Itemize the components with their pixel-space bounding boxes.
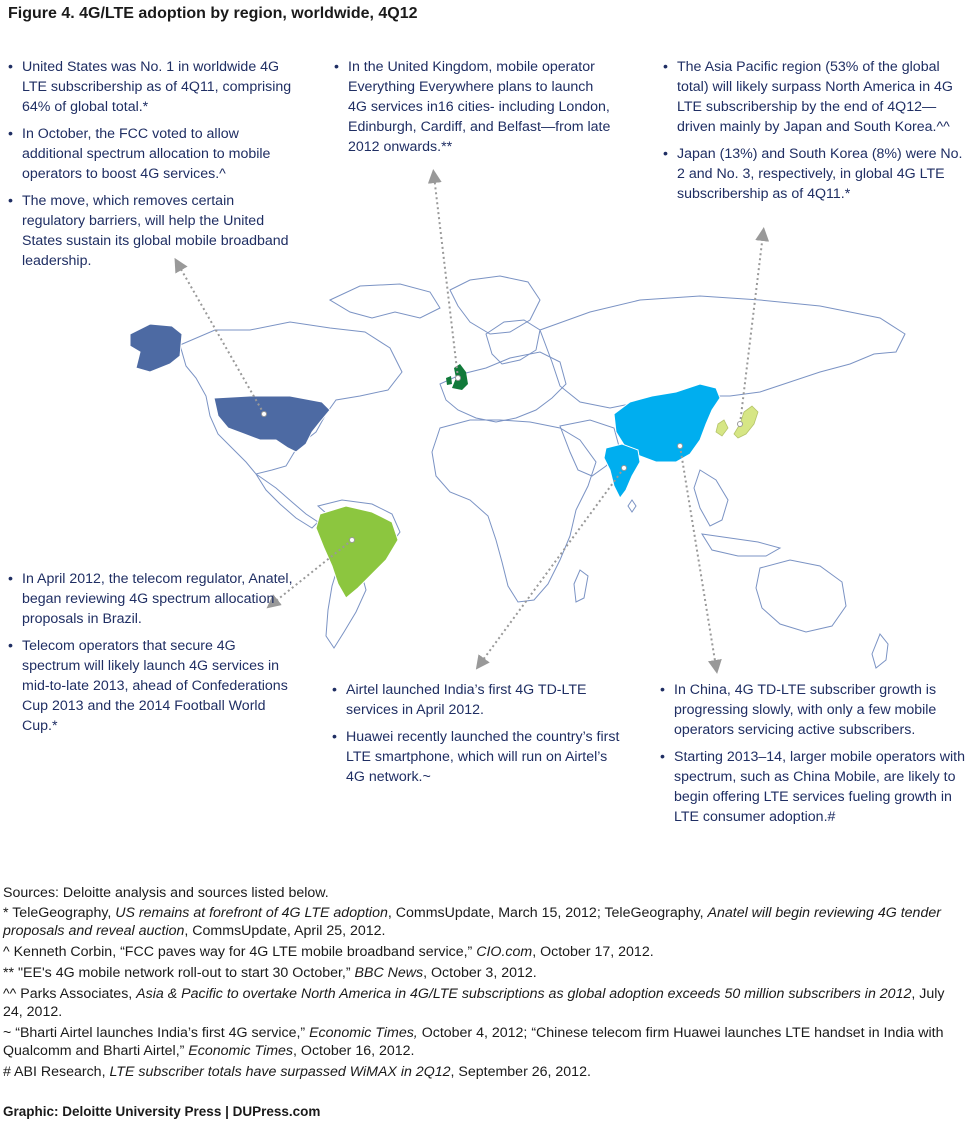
source-note-title: LTE subscriber totals have surpassed WiMAX in 2Q12: [109, 1064, 451, 1080]
pointer-usa: [178, 264, 264, 414]
callout-uk-bullet: • In the United Kingdom, mobile operator Everything Everywhere plans to launch 4G services in16 cities- including London, Edinburgh, Cardiff, and Belfast—from late 2012 onwards.**: [334, 57, 614, 157]
source-note-text: # ABI Research,: [3, 1064, 110, 1080]
source-note-text: , September 26, 2012.: [450, 1064, 591, 1080]
callout-usa: [8, 57, 292, 278]
callout-india-bullet: • Huawei recently launched the country’s first LTE smartphone, which will run on Airtel’s 4G network.~: [332, 727, 622, 787]
origin-asia: [738, 422, 743, 427]
callout-uk: [334, 57, 614, 164]
central-america: [256, 474, 318, 528]
figure-title: Figure 4. 4G/LTE adoption by region, worldwide, 4Q12: [8, 5, 418, 22]
callout-usa-bullet: • The move, which removes certain regulatory barriers, will help the United States sustain its global mobile broadband leadership.: [8, 191, 292, 271]
source-note-text: , October 16, 2012.: [293, 1043, 415, 1059]
source-note-text: October 4, 2012; “Chinese telecom firm Huawei launches LTE handset in India with Qualcomm and Bharti Airtel,”: [3, 1025, 944, 1059]
callout-usa-bullet: • United States was No. 1 in worldwide 4G LTE subscribership as of 4Q11, comprising 64% of global total.*: [8, 57, 292, 117]
callout-china-bullet: • Starting 2013–14, larger mobile operators with spectrum, such as China Mobile, are likely to begin offering LTE services fueling growth in LTE consumer adoption.#: [660, 747, 966, 827]
new-zealand: [872, 634, 888, 668]
source-note-text: , CommsUpdate, March 15, 2012; TeleGeography,: [387, 905, 708, 921]
source-note-text: , July 24, 2012.: [3, 986, 945, 1020]
highlighted-regions: [130, 324, 758, 598]
callout-brazil: [8, 569, 294, 743]
source-note-title: Economic Times: [188, 1043, 294, 1059]
callout-india-bullet: • Airtel launched India’s first 4G TD-LTE services in April 2012.: [332, 680, 622, 720]
sources-heading: Sources: Deloitte analysis and sources listed below.: [3, 885, 329, 901]
sources-block: [3, 884, 968, 1084]
greenland: [450, 276, 540, 334]
source-note: [3, 1063, 968, 1081]
southeast-asia: [694, 470, 728, 526]
russia: [540, 296, 905, 408]
usa-region: [214, 396, 330, 452]
callout-china-bullet: • In China, 4G TD-LTE subscriber growth is progressing slowly, with only a few mobile operators servicing active subscribers.: [660, 680, 966, 740]
source-note-title: Anatel will begin reviewing 4G tender proposals and reveal auction: [3, 905, 941, 939]
callout-asia-bullet: • The Asia Pacific region (53% of the global total) will likely surpass North America in 4G LTE subscribership by the end of 4Q12—driven mainly by Japan and South Korea.^^: [663, 57, 963, 137]
sri-lanka: [628, 500, 636, 512]
africa: [432, 420, 596, 602]
origin-uk: [456, 376, 461, 381]
source-note-title: Asia & Pacific to overtake North America in 4G/LTE subscriptions as global adoption exceeds 50 million subscribers in 2012: [136, 986, 912, 1002]
source-notes: [3, 904, 968, 1081]
callout-brazil-bullet: • In April 2012, the telecom regulator, Anatel, began reviewing 4G spectrum allocation proposals in Brazil.: [8, 569, 294, 629]
source-note-title: Economic Times,: [309, 1025, 418, 1041]
callout-asia-bullet: • Japan (13%) and South Korea (8%) were No. 2 and No. 3, respectively, in global 4G LTE subscribership as of 4Q11.*: [663, 144, 963, 204]
callout-asia: [663, 57, 963, 211]
india-region: [604, 444, 640, 498]
origin-china: [678, 444, 683, 449]
callout-india: [332, 680, 622, 794]
pointer-uk: [434, 176, 458, 378]
origin-usa: [262, 412, 267, 417]
brazil-region: [316, 506, 398, 598]
callout-brazil-bullet: • Telecom operators that secure 4G spectrum will likely launch 4G services in mid-to-late 2013, ahead of Confederations Cup 2013 and the 2014 Football World Cup.*: [8, 636, 294, 736]
source-note-text: * TeleGeography,: [3, 905, 116, 921]
pointer-china: [680, 446, 716, 667]
pointer-india: [480, 468, 624, 664]
pointer-asia: [740, 234, 763, 424]
source-note-title: BBC News: [354, 965, 424, 981]
source-note-text: , October 3, 2012.: [423, 965, 537, 981]
source-note-text: , CommsUpdate, April 25, 2012.: [184, 923, 386, 939]
alaska-region: [130, 324, 182, 372]
graphic-credit: Graphic: Deloitte University Press | DUPress.com: [3, 1104, 321, 1119]
source-note-text: ^^ Parks Associates,: [3, 986, 137, 1002]
source-note: [3, 985, 968, 1021]
source-note-title: US remains at forefront of 4G LTE adoption: [115, 905, 388, 921]
source-note: [3, 943, 968, 961]
source-note-text: ** "EE's 4G mobile network roll-out to start 30 October,”: [3, 965, 355, 981]
callout-china: [660, 680, 966, 834]
canada-arctic: [330, 284, 440, 318]
source-note-text: , October 17, 2012.: [532, 944, 654, 960]
origin-brazil: [350, 538, 355, 543]
source-note-text: ~ “Bharti Airtel launches India’s first 4G service,”: [3, 1025, 310, 1041]
callout-usa-bullet: • In October, the FCC voted to allow additional spectrum allocation to mobile operators to boost 4G services.^: [8, 124, 292, 184]
japan-region: [734, 406, 758, 438]
source-note-text: ^ Kenneth Corbin, “FCC paves way for 4G LTE mobile broadband service,”: [3, 944, 477, 960]
ireland-region: [446, 376, 452, 385]
source-note-title: CIO.com: [476, 944, 533, 960]
source-note: [3, 964, 968, 982]
source-note: [3, 904, 968, 940]
indonesia: [702, 534, 780, 556]
madagascar: [574, 570, 588, 602]
korea-region: [716, 420, 728, 436]
origin-india: [622, 466, 627, 471]
australia: [756, 560, 846, 632]
source-note: [3, 1024, 968, 1060]
